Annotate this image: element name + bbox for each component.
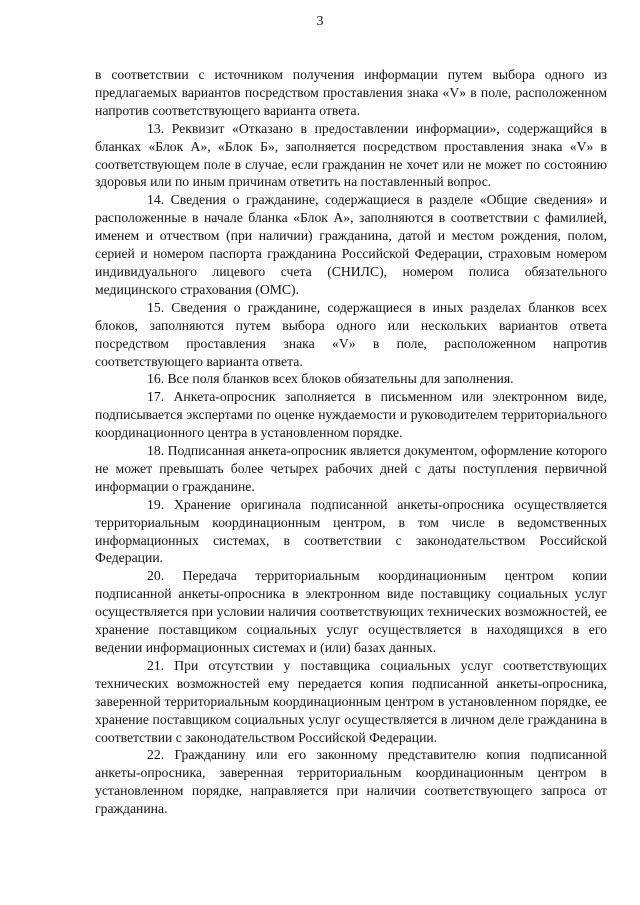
page-number: 3 xyxy=(316,14,324,29)
paragraph-17: 17. Анкета-опросник заполняется в письменном или электронном виде, подписывается экспертами по оценке нуждаемости и руководителем территориального координационного центра в установленном порядке. xyxy=(95,389,607,441)
paragraph-15: 15. Сведения о гражданине, содержащиеся в иных разделах бланков всех блоков, заполняются путем выбора одного или нескольких вариантов ответа посредством проставления знака «V» в поле, расположенном напротив соответствующего варианта ответа. xyxy=(95,299,607,369)
paragraph-21: 21. При отсутствии у поставщика социальных услуг соответствующих технических возможностей ему передается копия подписанной анкеты-опросника, заверенной территориальным координационным центром в установленном порядке, ее хранение поставщиком социальных услуг осуществляется в личном деле гражданина в соответствии с законодательством Российской Федерации. xyxy=(95,657,607,745)
paragraph-20: 20. Передача территориальным координационным центром копии подписанной анкеты-опросника в электронном виде поставщику социальных услуг осуществляется при условии наличия соответствующих технических возможностей, ее хранение поставщиком социальных услуг осуществляется в находящихся в его ведении информационных системах и (или) базах данных. xyxy=(95,568,607,655)
document-body xyxy=(95,66,607,818)
paragraph-19: 19. Хранение оригинала подписанной анкеты-опросника осуществляется территориальным координационным центром, в том числе в ведомственных информационных системах, в соответствии с законодательством Российской Федерации. xyxy=(95,496,607,566)
paragraph-14: 14. Сведения о гражданине, содержащиеся в разделе «Общие сведения» и расположенные в начале бланка «Блок А», заполняются в соответствии с фамилией, именем и отчеством (при наличии) гражданина, датой и местом рождения, полом, серией и номером паспорта гражданина Российской Федерации, страховым номером индивидуального лицевого счета (СНИЛС), номером полиса обязательного медицинского страхования (ОМС). xyxy=(95,192,607,297)
paragraph-continuation: в соответствии с источником получения информации путем выбора одного из предлагаемых вариантов посредством проставления знака «V» в поле, расположенном напротив соответствующего варианта ответа. xyxy=(95,67,607,118)
paragraph-16: 16. Все поля бланков всех блоков обязательны для заполнения. xyxy=(147,371,514,387)
paragraph-22: 22. Гражданину или его законному представителю копия подписанной анкеты-опросника, заверенная территориальным координационным центром в установленном порядке, направляется при наличии соответствующего запроса от гражданина. xyxy=(95,747,607,817)
paragraph-18: 18. Подписанная анкета-опросник является документом, оформление которого не может превышать более четырех рабочих дней с даты поступления первичной информации о гражданине. xyxy=(95,443,607,494)
paragraph-13: 13. Реквизит «Отказано в предоставлении информации», содержащийся в бланках «Блок А», «Блок Б», заполняется посредством проставления знака «V» в соответствующем поле в случае, если гражданин не хочет или не может по состоянию здоровья или по иным причинам ответить на поставленный вопрос. xyxy=(95,120,607,190)
